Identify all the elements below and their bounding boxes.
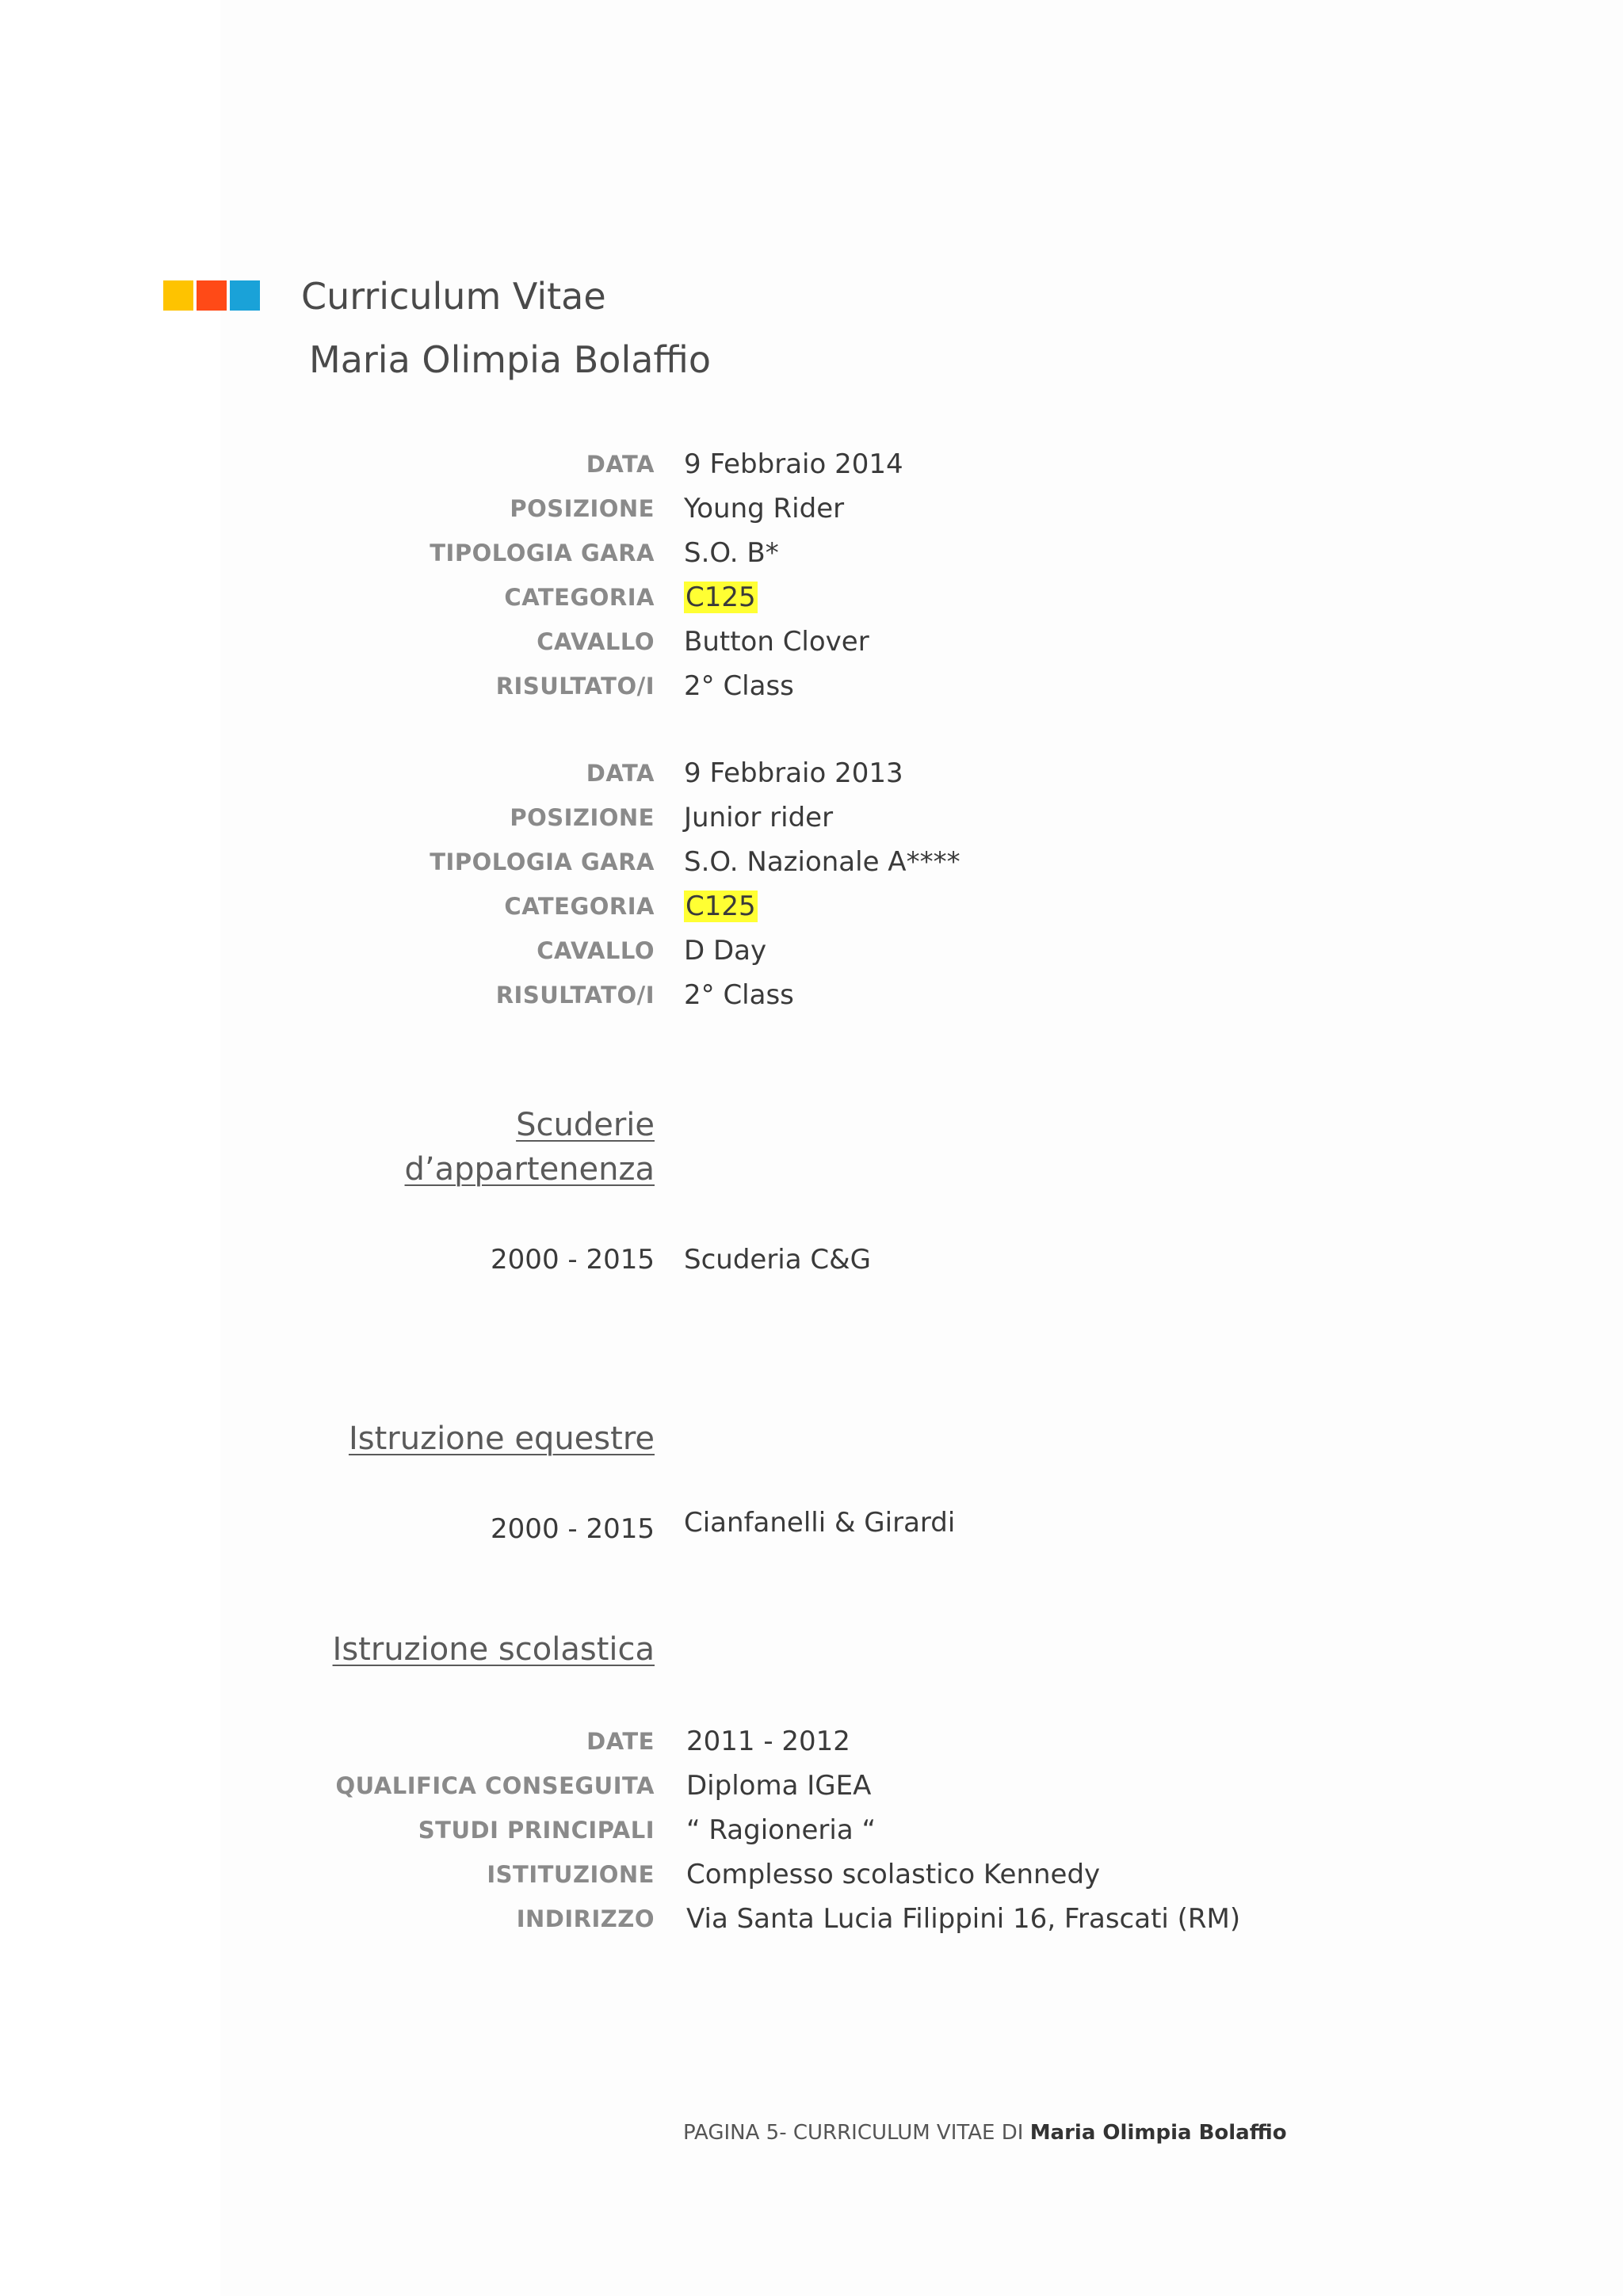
footer-prefix: PAGINA 5- CURRICULUM VITAE DI	[683, 2121, 1024, 2145]
field-label: DATA	[586, 760, 655, 787]
section-heading-scuderie-line2: d’appartenenza	[404, 1151, 655, 1188]
field-value: Cianfanelli & Girardi	[684, 1507, 956, 1539]
field-value: S.O. Nazionale A****	[684, 846, 960, 878]
field-label: RISULTATO/I	[495, 673, 655, 700]
logo-squares	[163, 280, 260, 311]
field-value: Scuderia C&G	[684, 1244, 871, 1276]
highlight: C125	[685, 582, 756, 613]
field-label: DATE	[586, 1728, 655, 1755]
school-address-row	[0, 1897, 1623, 1941]
competition-2-result-row	[0, 973, 1623, 1017]
field-label: CATEGORIA	[504, 584, 655, 611]
competition-2-position-row	[0, 795, 1623, 840]
field-label: TIPOLOGIA GARA	[430, 849, 655, 875]
competition-2-type-row	[0, 840, 1623, 884]
competition-1-horse-row	[0, 620, 1623, 664]
field-label: QUALIFICA CONSEGUITA	[335, 1772, 655, 1799]
field-value: Via Santa Lucia Filippini 16, Frascati (RM)	[686, 1903, 1241, 1935]
school-date-row	[0, 1719, 1623, 1764]
school-qualification-row	[0, 1764, 1623, 1808]
field-label: DATA	[586, 451, 655, 478]
field-label: CAVALLO	[537, 628, 655, 655]
section-heading-istruzione-equestre: Istruzione equestre	[348, 1421, 655, 1457]
field-value: 2011 - 2012	[686, 1726, 850, 1757]
field-value: D Day	[684, 935, 767, 967]
field-label: TIPOLOGIA GARA	[430, 540, 655, 566]
competition-1-position-row	[0, 486, 1623, 531]
field-label: ISTITUZIONE	[487, 1861, 655, 1888]
field-value: Young Rider	[684, 493, 845, 524]
field-label: STUDI PRINCIPALI	[418, 1817, 655, 1844]
field-label: CAVALLO	[537, 937, 655, 964]
field-value-highlighted	[684, 575, 758, 620]
competition-1-category-row	[0, 575, 1623, 620]
section-heading-scuderie-line1: Scuderie	[516, 1107, 655, 1143]
period: 2000 - 2015	[491, 1244, 655, 1276]
highlight: C125	[685, 891, 756, 922]
field-value: 9 Febbraio 2014	[684, 448, 903, 480]
competition-1-result-row	[0, 664, 1623, 708]
document-title: Curriculum Vitae	[301, 275, 606, 318]
logo-square-blue	[230, 280, 260, 311]
logo-square-orange	[197, 280, 227, 311]
field-value-highlighted	[684, 884, 758, 929]
field-label: INDIRIZZO	[516, 1905, 655, 1932]
istruzione-equestre-row	[0, 1501, 1623, 1545]
field-value: S.O. B*	[684, 537, 779, 569]
field-value: Complesso scolastico Kennedy	[686, 1859, 1101, 1890]
field-value: 9 Febbraio 2013	[684, 757, 903, 789]
school-studies-row	[0, 1808, 1623, 1852]
footer-name: Maria Olimpia Bolaffio	[1029, 2121, 1287, 2145]
period: 2000 - 2015	[491, 1513, 655, 1545]
field-value: 2° Class	[684, 979, 794, 1011]
competition-2-category-row	[0, 884, 1623, 929]
candidate-name: Maria Olimpia Bolaffio	[309, 338, 712, 381]
competition-2-date-row	[0, 751, 1623, 795]
scuderie-row	[0, 1238, 1623, 1282]
field-value: 2° Class	[684, 670, 794, 702]
field-value: Junior rider	[684, 802, 834, 833]
field-label: POSIZIONE	[510, 495, 655, 522]
field-value: “ Ragioneria “	[686, 1814, 876, 1846]
school-institution-row	[0, 1852, 1623, 1897]
competition-1-date-row	[0, 442, 1623, 486]
page-footer	[683, 2117, 1287, 2149]
field-value: Button Clover	[684, 626, 869, 658]
field-label: POSIZIONE	[510, 804, 655, 831]
field-value: Diploma IGEA	[686, 1770, 872, 1802]
competition-1-type-row	[0, 531, 1623, 575]
competition-2-horse-row	[0, 929, 1623, 973]
logo-square-yellow	[163, 280, 193, 311]
field-label: RISULTATO/I	[495, 982, 655, 1009]
field-label: CATEGORIA	[504, 893, 655, 920]
section-heading-istruzione-scolastica: Istruzione scolastica	[332, 1631, 655, 1668]
